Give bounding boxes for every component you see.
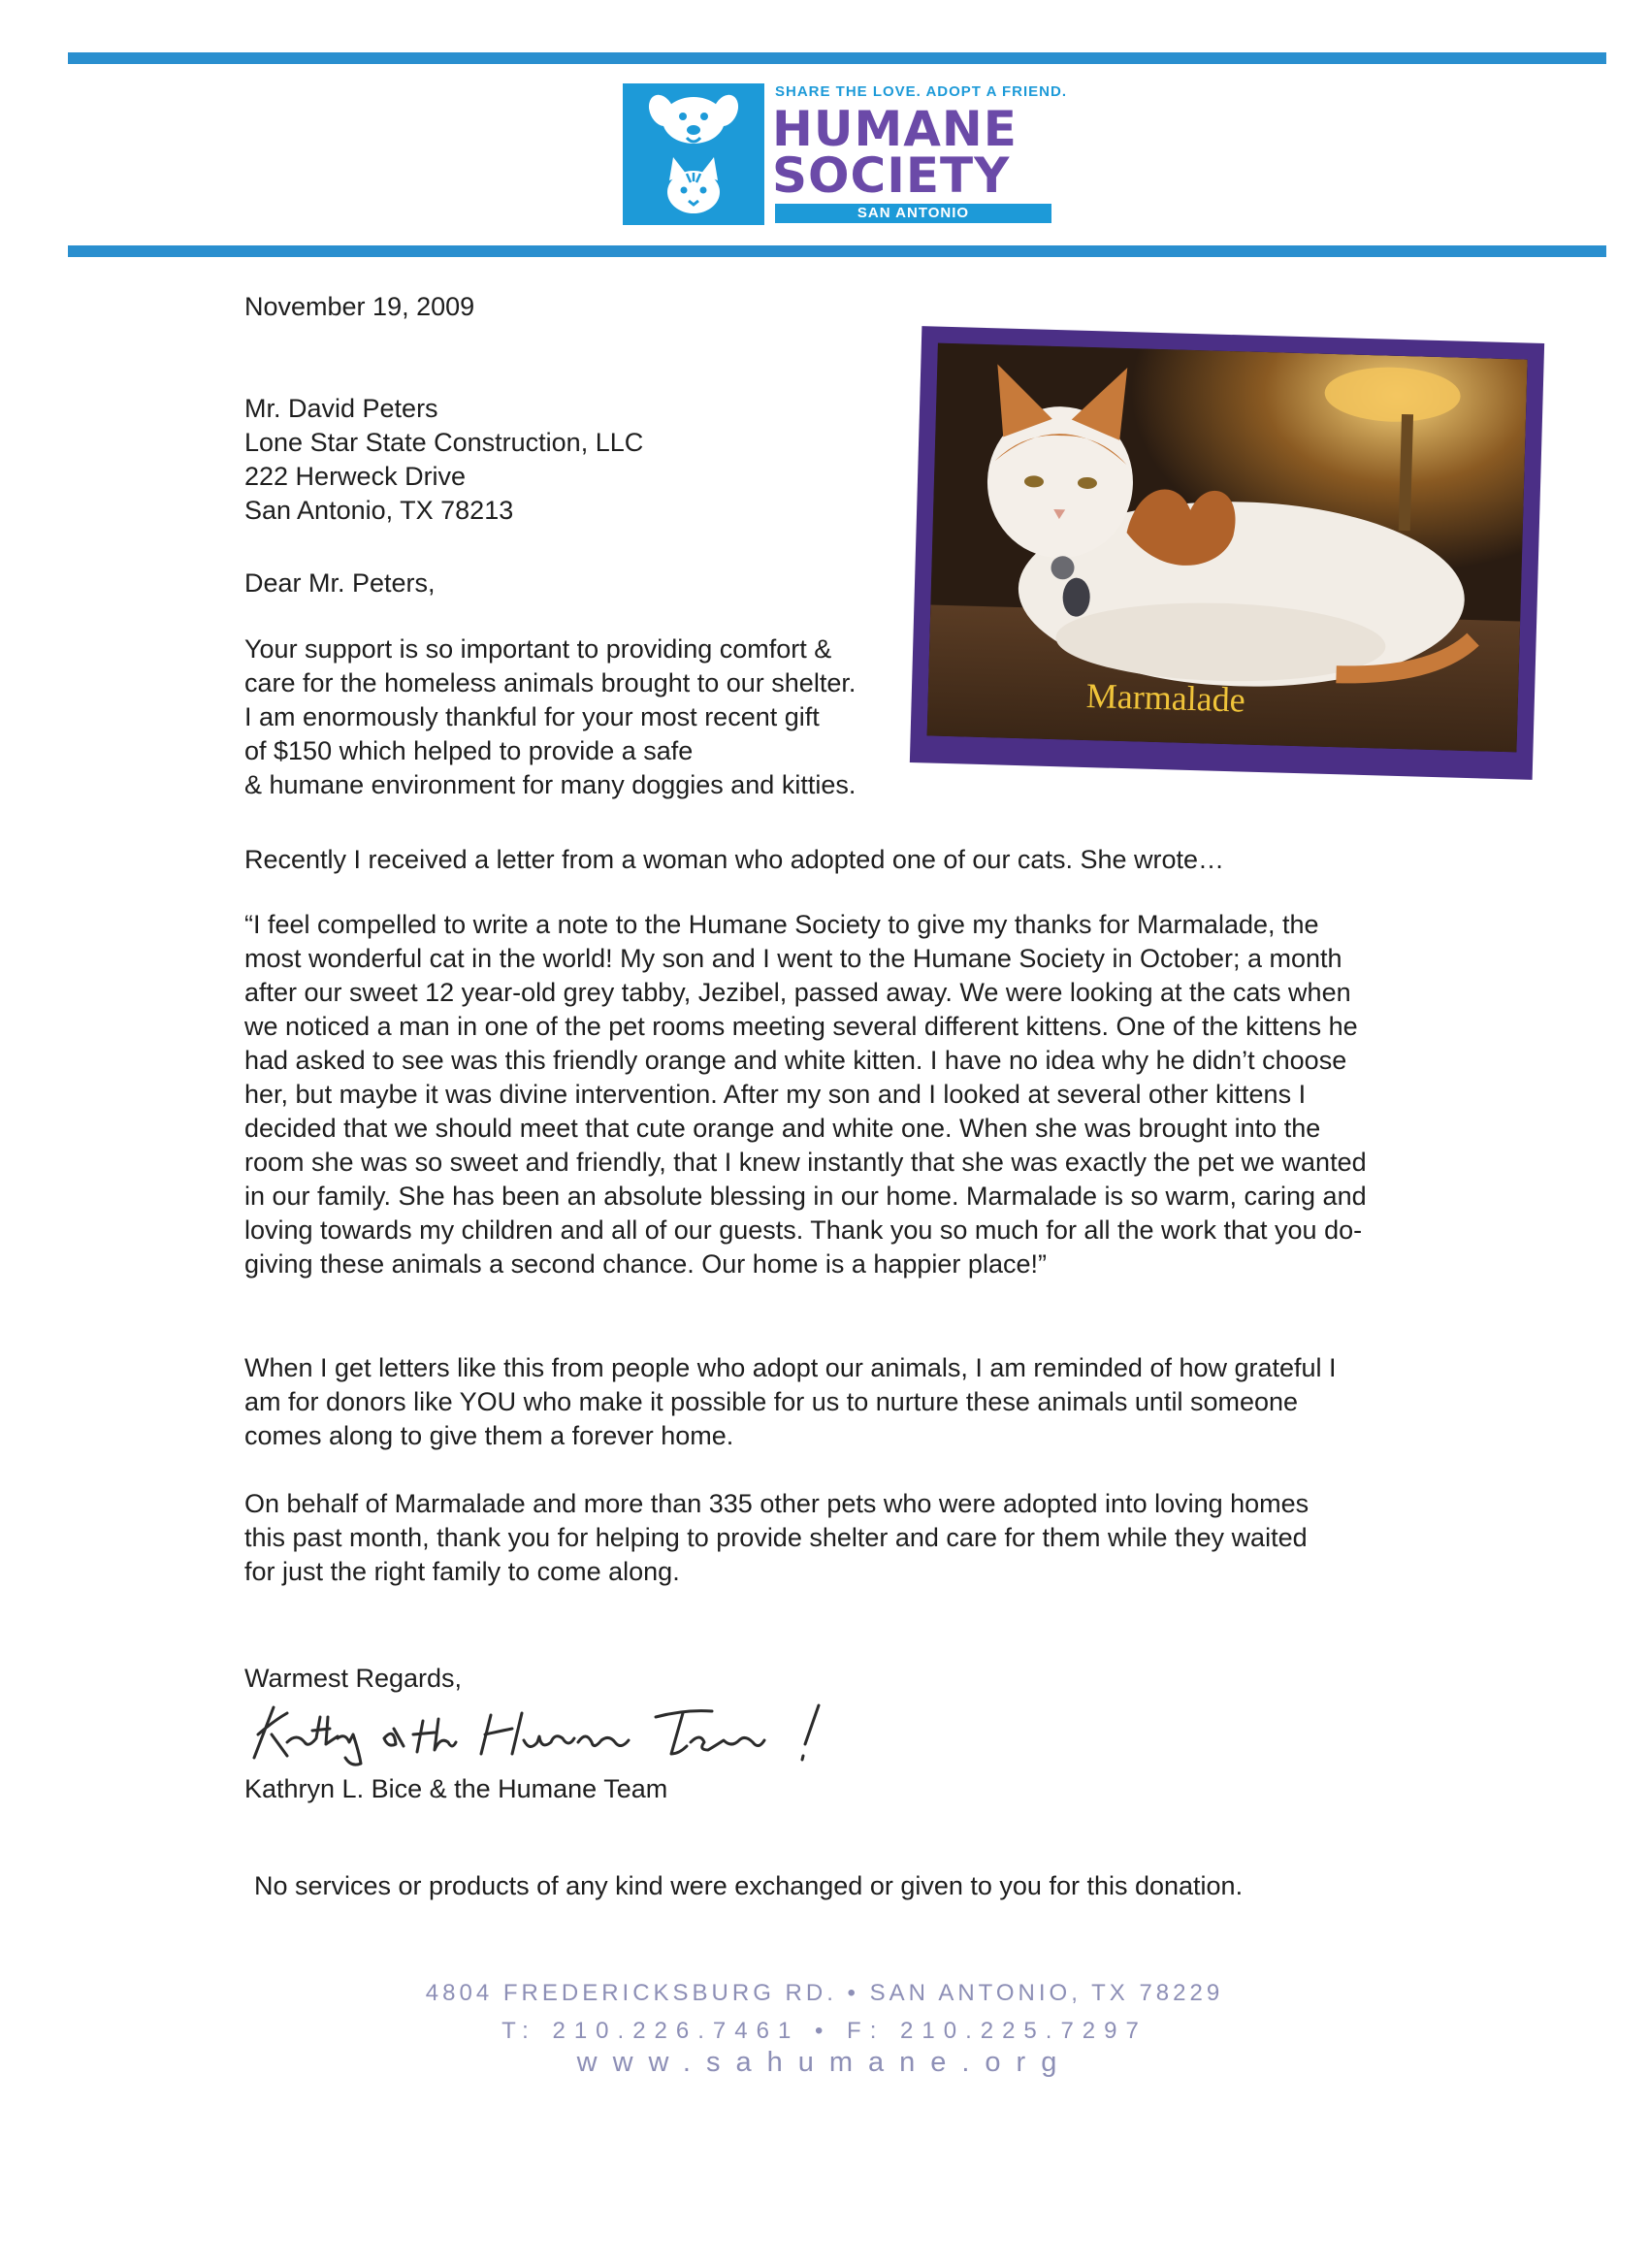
quote-line: loving towards my children and all of our guests. Thank you so much for all the work that you do- [244,1215,1363,1245]
quote-line: in our family. She has been an absolute blessing in our home. Marmalade is so warm, caring and [244,1182,1367,1211]
salutation: Dear Mr. Peters, [244,568,436,598]
recipient-line: 222 Herweck Drive [244,462,467,491]
lead-in-line: Recently I received a letter from a woman who adopted one of our cats. She wrote… [244,845,1225,874]
intro-line: of $150 which helped to provide a safe [244,736,694,765]
intro-line: & humane environment for many doggies and kitties. [244,770,857,799]
logo-word-humane: HUMANE [772,101,1018,157]
donation-disclaimer: No services or products of any kind were exchanged or given to you for this donation. [254,1871,1244,1900]
recipient-line: Mr. David Peters [244,394,438,423]
behalf-line: for just the right family to come along. [244,1557,680,1586]
behalf-line: On behalf of Marmalade and more than 335 other pets who were adopted into loving homes [244,1489,1310,1518]
recipient-line: San Antonio, TX 78213 [244,496,514,525]
quote-line: after our sweet 12 year-old grey tabby, Jezibel, passed away. We were looking at the cats when [244,978,1351,1007]
footer-website[interactable]: www.sahumane.org [576,2047,1073,2078]
quote-line: we noticed a man in one of the pet rooms meeting several different kittens. One of the kittens he [244,1012,1358,1041]
letter-date: November 19, 2009 [244,292,475,321]
closing: Warmest Regards, [244,1664,463,1693]
footer-address: 4804 FREDERICKSBURG RD. • SAN ANTONIO, TX 78229 [425,1980,1224,2006]
cat-icon [667,157,720,213]
quote-line: room she was so sweet and friendly, that I knew instantly that she was exactly the pet we wanted [244,1148,1367,1177]
logo-tagline: SHARE THE LOVE. ADOPT A FRIEND. [775,83,1068,100]
logo-icon-box [623,83,764,225]
intro-line: Your support is so important to providing comfort & [244,634,832,664]
behalf-paragraph [244,1487,1309,1589]
recipient-line: Lone Star State Construction, LLC [244,428,644,457]
quote-line: “I feel compelled to write a note to the Humane Society to give my thanks for Marmalade, the [244,910,1319,939]
quote-line: decided that we should meet that cute orange and white one. When she was brought into the [244,1114,1321,1143]
adopter-quote [244,908,1367,1281]
quote-line: her, but maybe it was divine intervention. After my son and I looked at several other kittens I [244,1080,1307,1109]
photo-caption: Marmalade [1085,676,1246,720]
gratitude-line: comes along to give them a forever home. [244,1421,734,1450]
behalf-line: this past month, thank you for helping to provide shelter and care for them while they waited [244,1523,1308,1552]
dog-icon [644,91,743,144]
signer-name: Kathryn L. Bice & the Humane Team [244,1774,668,1803]
quote-line: giving these animals a second chance. Our home is a happier place!” [244,1249,1047,1279]
logo-word-society: SOCIETY [772,147,1011,204]
recipient-address [244,392,643,528]
quote-line: most wonderful cat in the world! My son and I went to the Humane Society in October; a month [244,944,1342,973]
intro-paragraph [244,632,856,802]
intro-line: I am enormously thankful for your most recent gift [244,702,820,731]
gratitude-paragraph [244,1351,1337,1453]
header-rule-bottom [68,245,1606,257]
dog-and-cat-icon [623,83,764,225]
handwritten-signature [248,1700,850,1767]
header-rule-top [68,52,1606,64]
marmalade-photo-card [910,326,1544,780]
humane-society-logo [623,83,1068,225]
logo-city-bar: SAN ANTONIO [775,204,1051,223]
footer-phones: T: 210.226.7461 • F: 210.225.7297 [501,2018,1148,2044]
quote-line: had asked to see was this friendly orange and white kitten. I have no idea why he didn’t choose [244,1046,1347,1075]
intro-line: care for the homeless animals brought to our shelter. [244,668,857,697]
gratitude-line: am for donors like YOU who make it possible for us to nurture these animals until someone [244,1387,1299,1416]
signature-scribble [248,1700,850,1767]
gratitude-line: When I get letters like this from people who adopt our animals, I am reminded of how grateful I [244,1353,1337,1382]
